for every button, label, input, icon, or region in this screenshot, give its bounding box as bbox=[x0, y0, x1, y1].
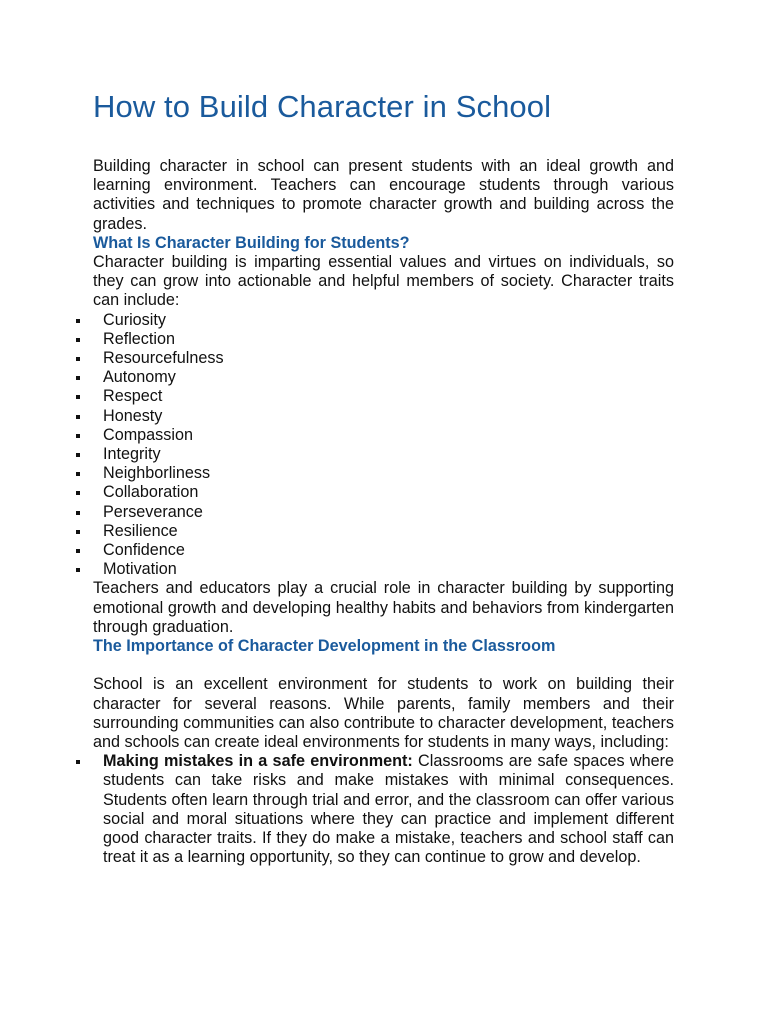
trait-label: Honesty bbox=[103, 406, 163, 425]
trait-label: Collaboration bbox=[103, 483, 199, 502]
list-item bbox=[93, 522, 674, 541]
character-building-paragraph: Character building is imparting essential values and virtues on individuals, so they can grow into actionable and helpful members of society. Character traits can include: bbox=[93, 253, 674, 310]
bullet-icon bbox=[76, 472, 80, 476]
bullet-icon bbox=[76, 760, 80, 764]
bullet-icon bbox=[76, 357, 80, 361]
section-heading-importance: The Importance of Character Development in the Classroom bbox=[93, 637, 556, 656]
bullet-icon bbox=[76, 491, 80, 495]
traits-list bbox=[93, 311, 674, 580]
list-item bbox=[93, 483, 674, 502]
trait-label: Autonomy bbox=[103, 368, 176, 387]
bullet-icon bbox=[76, 568, 80, 572]
bullet-icon bbox=[76, 549, 80, 553]
bullet-icon bbox=[76, 319, 80, 323]
bullet-icon bbox=[76, 338, 80, 342]
ways-list bbox=[93, 752, 674, 867]
item-body: Classrooms are safe spaces where students can take risks and make mistakes with minimal consequences. Students often learn through trial and error, and the classroom can offer various social and moral situations where they can practice and implement different good character traits. If they do make a mistake, teachers and school staff can treat it as a learning opportunity, so they can continue to grow and develop. bbox=[103, 752, 674, 867]
list-item bbox=[93, 752, 674, 867]
list-item bbox=[93, 387, 674, 406]
document-page bbox=[93, 88, 674, 868]
bullet-icon bbox=[76, 530, 80, 534]
trait-label: Curiosity bbox=[103, 310, 166, 329]
list-item bbox=[93, 426, 674, 445]
list-item bbox=[93, 330, 674, 349]
bullet-icon bbox=[76, 376, 80, 380]
list-item bbox=[93, 445, 674, 464]
trait-label: Resourcefulness bbox=[103, 349, 224, 368]
item-lead: Making mistakes in a safe environment: bbox=[103, 752, 413, 771]
trait-label: Reflection bbox=[103, 329, 175, 348]
list-item bbox=[93, 541, 674, 560]
list-item bbox=[93, 503, 674, 522]
importance-paragraph: School is an excellent environment for students to work on building their character for several reasons. While parents, family members and their surrounding communities can also contribute to character development, teachers and schools can create ideal environments for students in many ways, including: bbox=[93, 675, 674, 752]
bullet-icon bbox=[76, 395, 80, 399]
trait-label: Neighborliness bbox=[103, 464, 211, 483]
bullet-icon bbox=[76, 453, 80, 457]
section-heading-character-building: What Is Character Building for Students? bbox=[93, 233, 410, 252]
trait-label: Perseverance bbox=[103, 502, 203, 521]
list-item bbox=[93, 368, 674, 387]
list-item bbox=[93, 560, 674, 579]
trait-label: Motivation bbox=[103, 560, 177, 579]
blank-line bbox=[93, 656, 674, 675]
educators-paragraph: Teachers and educators play a crucial role in character building by supporting emotional growth and developing healthy habits and behaviors from kindergarten through graduation. bbox=[93, 579, 674, 636]
trait-label: Integrity bbox=[103, 445, 161, 464]
document-title: How to Build Character in School bbox=[93, 89, 552, 124]
trait-label: Resilience bbox=[103, 521, 178, 540]
bullet-icon bbox=[76, 511, 80, 515]
bullet-icon bbox=[76, 415, 80, 419]
list-item bbox=[93, 407, 674, 426]
list-item bbox=[93, 464, 674, 483]
trait-label: Respect bbox=[103, 387, 163, 406]
intro-paragraph: Building character in school can present students with an ideal growth and learning environment. Teachers can encourage students through various activities and techniques to promote character growth and building across the grades. bbox=[93, 157, 674, 233]
list-item bbox=[93, 349, 674, 368]
trait-label: Confidence bbox=[103, 541, 185, 560]
trait-label: Compassion bbox=[103, 425, 193, 444]
bullet-icon bbox=[76, 434, 80, 438]
list-item bbox=[93, 311, 674, 330]
